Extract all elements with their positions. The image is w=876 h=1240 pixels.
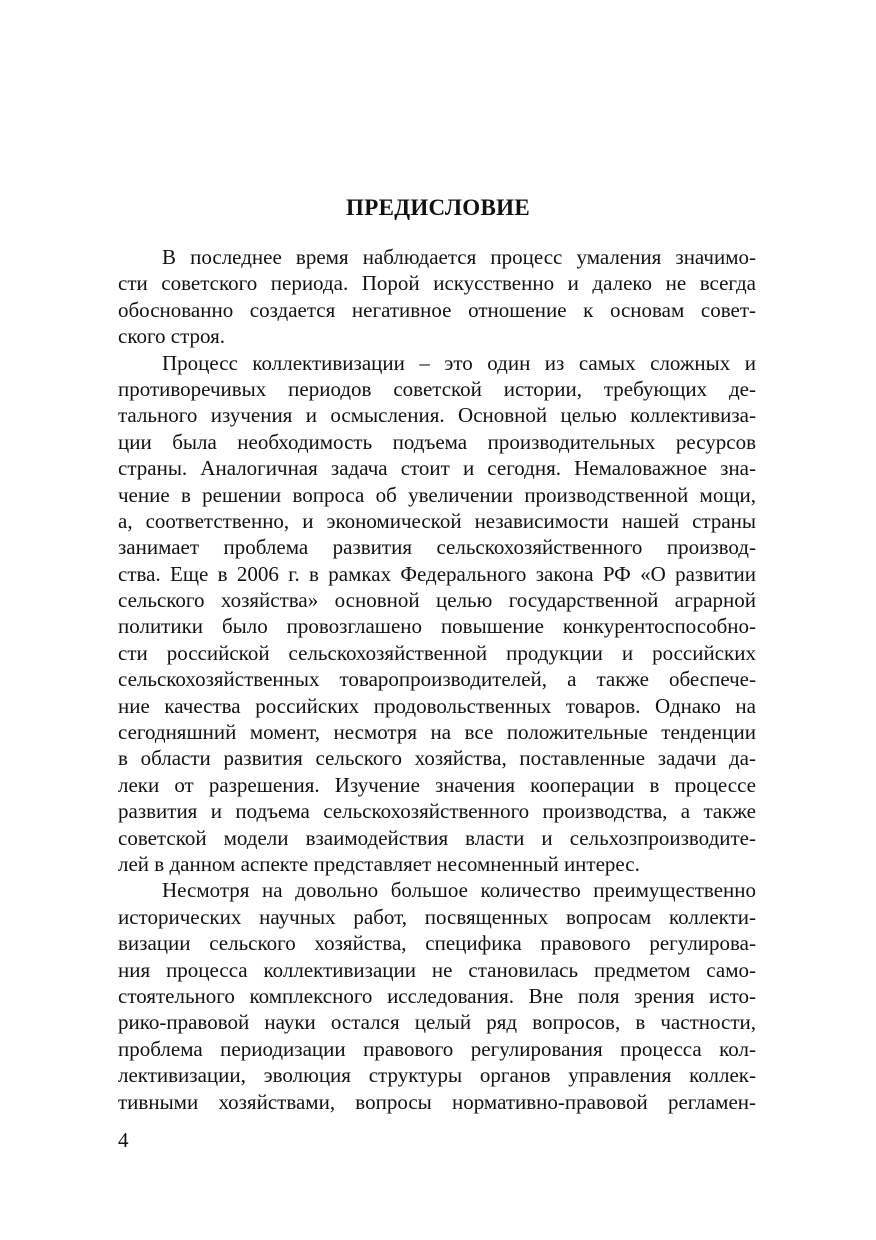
- body-text: [118, 244, 756, 1115]
- text-line: лей в данном аспекте представляет несомненный интерес.: [118, 851, 640, 876]
- text-line: Процесс коллективизации – это один из самых сложных и: [162, 350, 756, 375]
- text-line: занимает проблема развития сельскохозяйственного производ-: [118, 535, 756, 560]
- text-line: советской модели взаимодействия власти и сельхозпроизводите-: [118, 825, 756, 850]
- text-line: противоречивых периодов советской истории, требующих де-: [118, 376, 756, 401]
- text-line: тального изучения и осмысления. Основной целью коллективиза-: [118, 403, 756, 428]
- text-line: исторических научных работ, посвященных вопросам коллекти-: [118, 904, 756, 929]
- text-line: ния процесса коллективизации не становилась предметом само-: [118, 957, 756, 982]
- text-line: рико-правовой науки остался целый ряд вопросов, в частности,: [118, 1010, 756, 1035]
- paragraph: [118, 877, 756, 1115]
- text-line: чение в решении вопроса об увеличении производственной мощи,: [118, 482, 756, 507]
- text-line: лективизации, эволюция структуры органов управления коллек-: [118, 1063, 756, 1088]
- text-line: сельскохозяйственных товаропроизводителей, а также обеспече-: [118, 667, 756, 692]
- text-line: ства. Еще в 2006 г. в рамках Федерального закона РФ «О развитии: [118, 561, 756, 586]
- paragraph: [118, 244, 756, 350]
- page-number: 4: [118, 1128, 129, 1152]
- text-line: сельского хозяйства» основной целью государственной аграрной: [118, 588, 756, 613]
- text-line: проблема периодизации правового регулирования процесса кол-: [118, 1036, 756, 1061]
- text-line: развития и подъема сельскохозяйственного производства, а также: [118, 799, 756, 824]
- text-line: леки от разрешения. Изучение значения кооперации в процессе: [118, 772, 756, 797]
- text-line: сти советского периода. Порой искусственно и далеко не всегда: [118, 271, 756, 296]
- text-line: визации сельского хозяйства, специфика правового регулирова-: [118, 931, 756, 956]
- text-line: Несмотря на довольно большое количество преимущественно: [162, 878, 756, 903]
- text-line: политики было провозглашено повышение конкурентоспособно-: [118, 614, 756, 639]
- text-line: сегодняшний момент, несмотря на все положительные тенденции: [118, 720, 756, 745]
- text-line: ского строя.: [118, 324, 226, 349]
- text-line: обоснованно создается негативное отношение к основам совет-: [118, 297, 756, 322]
- text-line: а, соответственно, и экономической независимости нашей страны: [118, 508, 756, 533]
- text-line: стоятельного комплексного исследования. Вне поля зрения исто-: [118, 983, 756, 1008]
- text-line: В последнее время наблюдается процесс умаления значимо-: [162, 245, 756, 269]
- text-line: ции была необходимость подъема производительных ресурсов: [118, 429, 756, 454]
- text-line: страны. Аналогичная задача стоит и сегодня. Немаловажное зна-: [118, 456, 756, 481]
- page-title: ПРЕДИСЛОВИЕ: [346, 195, 530, 220]
- text-line: сти российской сельскохозяйственной продукции и российских: [118, 640, 756, 665]
- text-line: в области развития сельского хозяйства, поставленные задачи да-: [118, 746, 756, 771]
- paragraph: [118, 350, 756, 878]
- text-line: ние качества российских продовольственных товаров. Однако на: [118, 693, 756, 718]
- text-line: тивными хозяйствами, вопросы нормативно-правовой регламен-: [118, 1089, 756, 1114]
